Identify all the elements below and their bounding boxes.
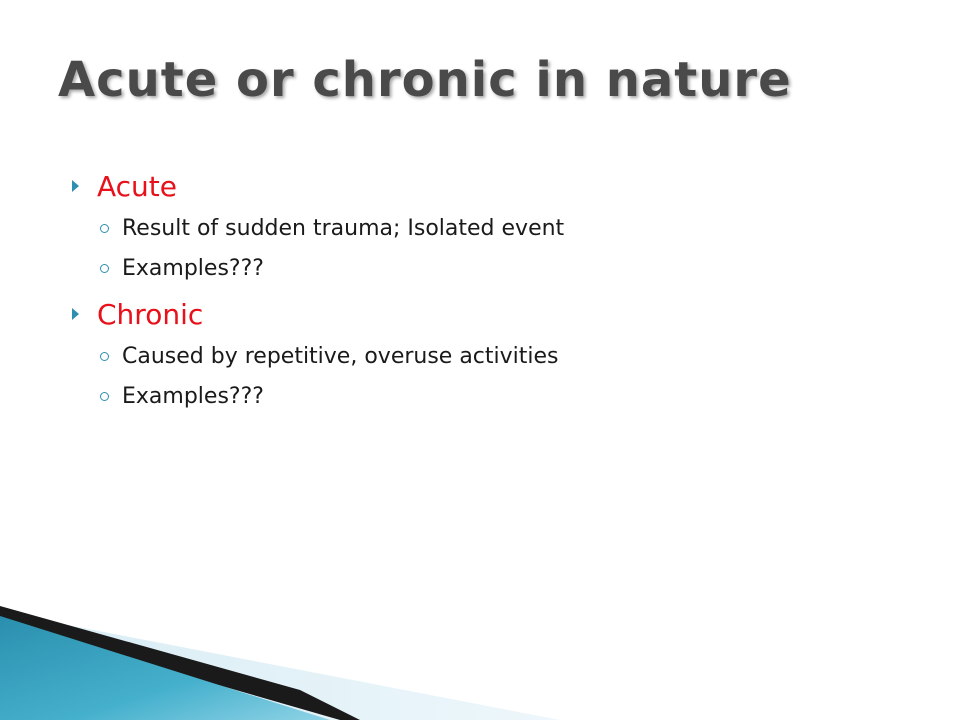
sub-bullet-text: Examples??? [122, 255, 264, 281]
sub-bullet-text: Result of sudden trauma; Isolated event [122, 215, 565, 241]
bullet-heading: Chronic [97, 297, 204, 331]
bullet-heading: Acute [97, 169, 178, 203]
sub-bullet-text: Examples??? [122, 383, 264, 409]
slide-title: Acute or chronic in nature [58, 52, 792, 108]
sub-bullet-text: Caused by repetitive, overuse activities [122, 343, 559, 369]
